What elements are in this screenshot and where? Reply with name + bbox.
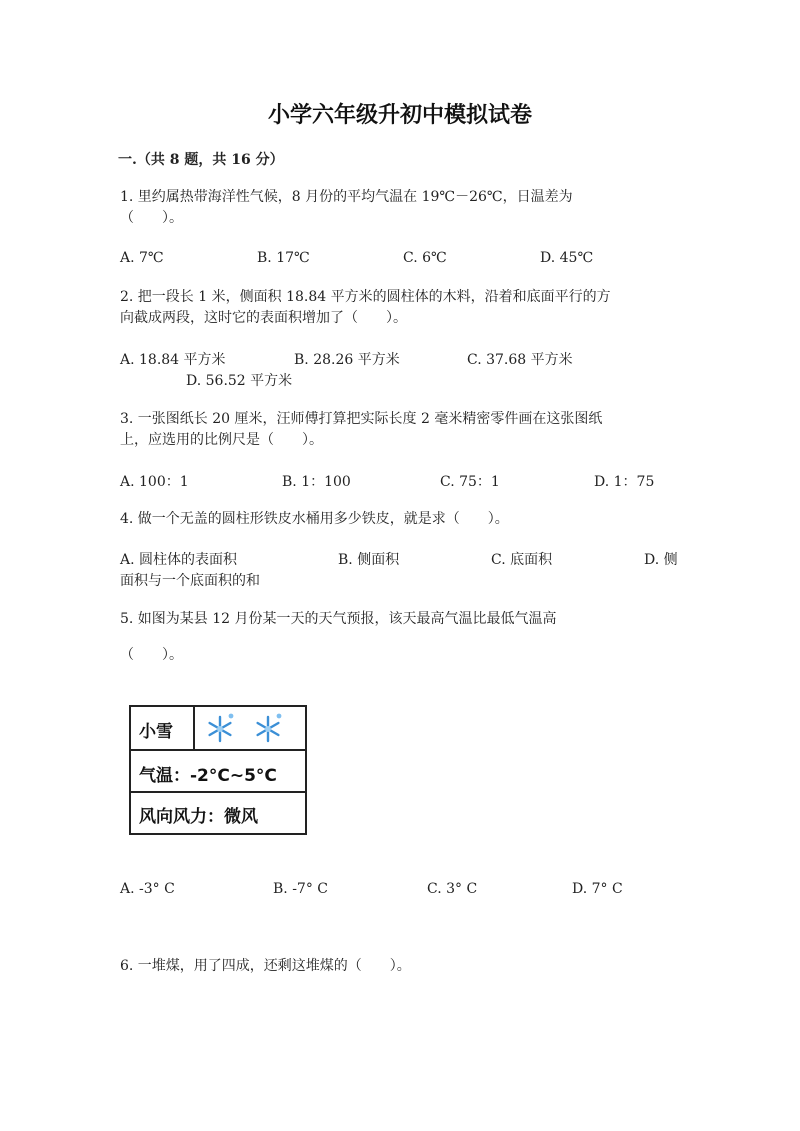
question-text: （ ）。 (120, 210, 183, 226)
question-text: （ ）。 (120, 647, 183, 663)
option-c: C. 底面积 (491, 552, 553, 568)
option-a: A. 18.84 平方米 (120, 352, 226, 368)
option-b: B. -7° C (273, 881, 328, 897)
option-a: A. -3° C (120, 881, 175, 897)
snowflake-icon (203, 711, 237, 745)
weather-row (131, 707, 305, 751)
question-2 (120, 287, 680, 329)
snowflake-icon (251, 711, 285, 745)
option-d: D. 1：75 (594, 474, 655, 490)
weather-forecast-card (129, 705, 307, 835)
question-text: 2. 把一段长 1 米，侧面积 18.84 平方米的圆柱体的木料，沿着和底面平行的方 (120, 289, 611, 305)
section-heading: 一.（共 8 题，共 16 分） (118, 152, 284, 168)
option-c: C. 3° C (427, 881, 478, 897)
question-6 (120, 956, 680, 977)
option-b: B. 28.26 平方米 (294, 352, 400, 368)
option-d: D. 45℃ (540, 250, 594, 266)
question-1 (120, 187, 680, 229)
wind-row (131, 793, 305, 833)
question-text: 1. 里约属热带海洋性气候，8 月份的平均气温在 19℃－26℃，日温差为 (120, 189, 573, 205)
option-d: D. 56.52 平方米 (186, 373, 293, 389)
question-text: 上，应选用的比例尺是（ ）。 (120, 432, 323, 448)
option-a: A. 圆柱体的表面积 (120, 552, 238, 568)
option-b: B. 17℃ (257, 250, 310, 266)
question-4 (120, 509, 680, 530)
question-text: 3. 一张图纸长 20 厘米，汪师傅打算把实际长度 2 毫米精密零件画在这张图纸 (120, 411, 603, 427)
temperature-row (131, 751, 305, 793)
option-c: C. 6℃ (403, 250, 447, 266)
option-a: A. 7℃ (120, 250, 164, 266)
question-text: 4. 做一个无盖的圆柱形铁皮水桶用多少铁皮，就是求（ ）。 (120, 511, 509, 527)
option-c: C. 37.68 平方米 (467, 352, 573, 368)
option-a: A. 100：1 (120, 474, 189, 490)
question-text: 向截成两段，这时它的表面积增加了（ ）。 (120, 310, 407, 326)
weather-label: 小雪 (139, 722, 173, 742)
option-d-continued: 面积与一个底面积的和 (120, 573, 260, 589)
option-b: B. 侧面积 (338, 552, 400, 568)
option-c: C. 75：1 (440, 474, 500, 490)
temperature-label: 气温：-2°C~5°C (139, 766, 277, 786)
row-divider (193, 707, 195, 749)
option-d: D. 侧 (644, 552, 678, 568)
question-text: 6. 一堆煤，用了四成，还剩这堆煤的（ ）。 (120, 958, 411, 974)
question-5-blank (120, 645, 680, 666)
option-b: B. 1：100 (282, 474, 351, 490)
page-title: 小学六年级升初中模拟试卷 (267, 102, 532, 128)
question-5 (120, 609, 680, 630)
question-text: 5. 如图为某县 12 月份某一天的天气预报，该天最高气温比最低气温高 (120, 611, 557, 627)
option-d: D. 7° C (572, 881, 623, 897)
question-3 (120, 409, 680, 451)
wind-label: 风向风力：微风 (139, 807, 258, 827)
